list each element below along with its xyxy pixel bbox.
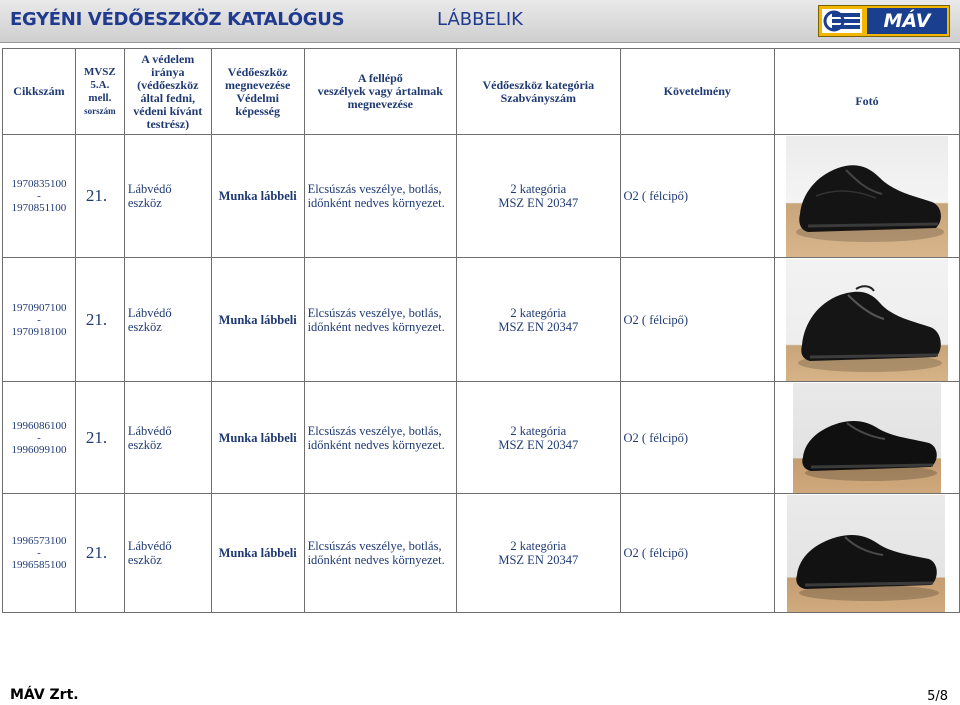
black-laced-work-shoe-photo (787, 495, 945, 612)
device-name: Munka lábbeli (211, 382, 304, 494)
requirement: O2 ( félcipő) (620, 382, 774, 494)
header-hazards: A fellépő veszélyek vagy ártalmak megnevezése (304, 49, 456, 135)
category-standard: 2 kategória MSZ EN 20347 (457, 135, 620, 258)
device-name: Munka lábbeli (211, 135, 304, 258)
protected-body-part: Lábvédő eszköz (124, 382, 211, 494)
section-title: LÁBBELIK (437, 9, 523, 30)
mvsz-number: 21. (75, 382, 124, 494)
item-code: 1970907100 - 1970918100 (3, 258, 76, 382)
hazard-description: Elcsúszás veszélye, botlás, időnként nedves környezet. (304, 258, 456, 382)
photo-cell (775, 258, 960, 382)
hazard-description: Elcsúszás veszélye, botlás, időnként nedves környezet. (304, 382, 456, 494)
header-cikkszam: Cikkszám (3, 49, 76, 135)
requirement: O2 ( félcipő) (620, 135, 774, 258)
header-row (3, 49, 960, 135)
mvsz-number: 21. (75, 258, 124, 382)
mvsz-number: 21. (75, 494, 124, 613)
requirement: O2 ( félcipő) (620, 494, 774, 613)
catalog-title: EGYÉNI VÉDŐESZKÖZ KATALÓGUS (10, 9, 345, 30)
table-row (3, 135, 960, 258)
footer-company: MÁV Zrt. (10, 687, 79, 703)
category-standard: 2 kategória MSZ EN 20347 (457, 494, 620, 613)
table-row (3, 258, 960, 382)
page-number: 5/8 (927, 689, 948, 704)
black-laced-work-shoe-photo (793, 383, 941, 493)
item-code: 1996573100 - 1996585100 (3, 494, 76, 613)
table-row (3, 382, 960, 494)
header-mvsz: MVSZ 5.A. mell. sorszám (75, 49, 124, 135)
protected-body-part: Lábvédő eszköz (124, 135, 211, 258)
black-laced-work-shoe-photo (786, 259, 948, 381)
hazard-description: Elcsúszás veszélye, botlás, időnként nedves környezet. (304, 135, 456, 258)
table-row (3, 494, 960, 613)
mav-emblem-icon (822, 9, 862, 33)
photo-cell (775, 382, 960, 494)
item-code: 1970835100 - 1970851100 (3, 135, 76, 258)
item-code: 1996086100 - 1996099100 (3, 382, 76, 494)
protected-body-part: Lábvédő eszköz (124, 258, 211, 382)
page-header (0, 0, 960, 43)
photo-cell (775, 494, 960, 613)
mvsz-number: 21. (75, 135, 124, 258)
category-standard: 2 kategória MSZ EN 20347 (457, 382, 620, 494)
header-photo: Fotó (775, 49, 960, 135)
device-name: Munka lábbeli (211, 494, 304, 613)
logo-text: MÁV (867, 8, 947, 34)
photo-cell (775, 135, 960, 258)
protected-body-part: Lábvédő eszköz (124, 494, 211, 613)
hazard-description: Elcsúszás veszélye, botlás, időnként nedves környezet. (304, 494, 456, 613)
header-device-name: Védőeszköz megnevezése Védelmi képesség (211, 49, 304, 135)
header-requirement: Követelmény (620, 49, 774, 135)
mav-logo (818, 5, 950, 37)
header-category: Védőeszköz kategória Szabványszám (457, 49, 620, 135)
category-standard: 2 kategória MSZ EN 20347 (457, 258, 620, 382)
catalog-table (2, 48, 960, 613)
device-name: Munka lábbeli (211, 258, 304, 382)
black-laced-work-shoe-photo (786, 136, 948, 257)
header-protection-direction: A védelem iránya (védőeszköz által fedni, védeni kívánt testrész) (124, 49, 211, 135)
requirement: O2 ( félcipő) (620, 258, 774, 382)
